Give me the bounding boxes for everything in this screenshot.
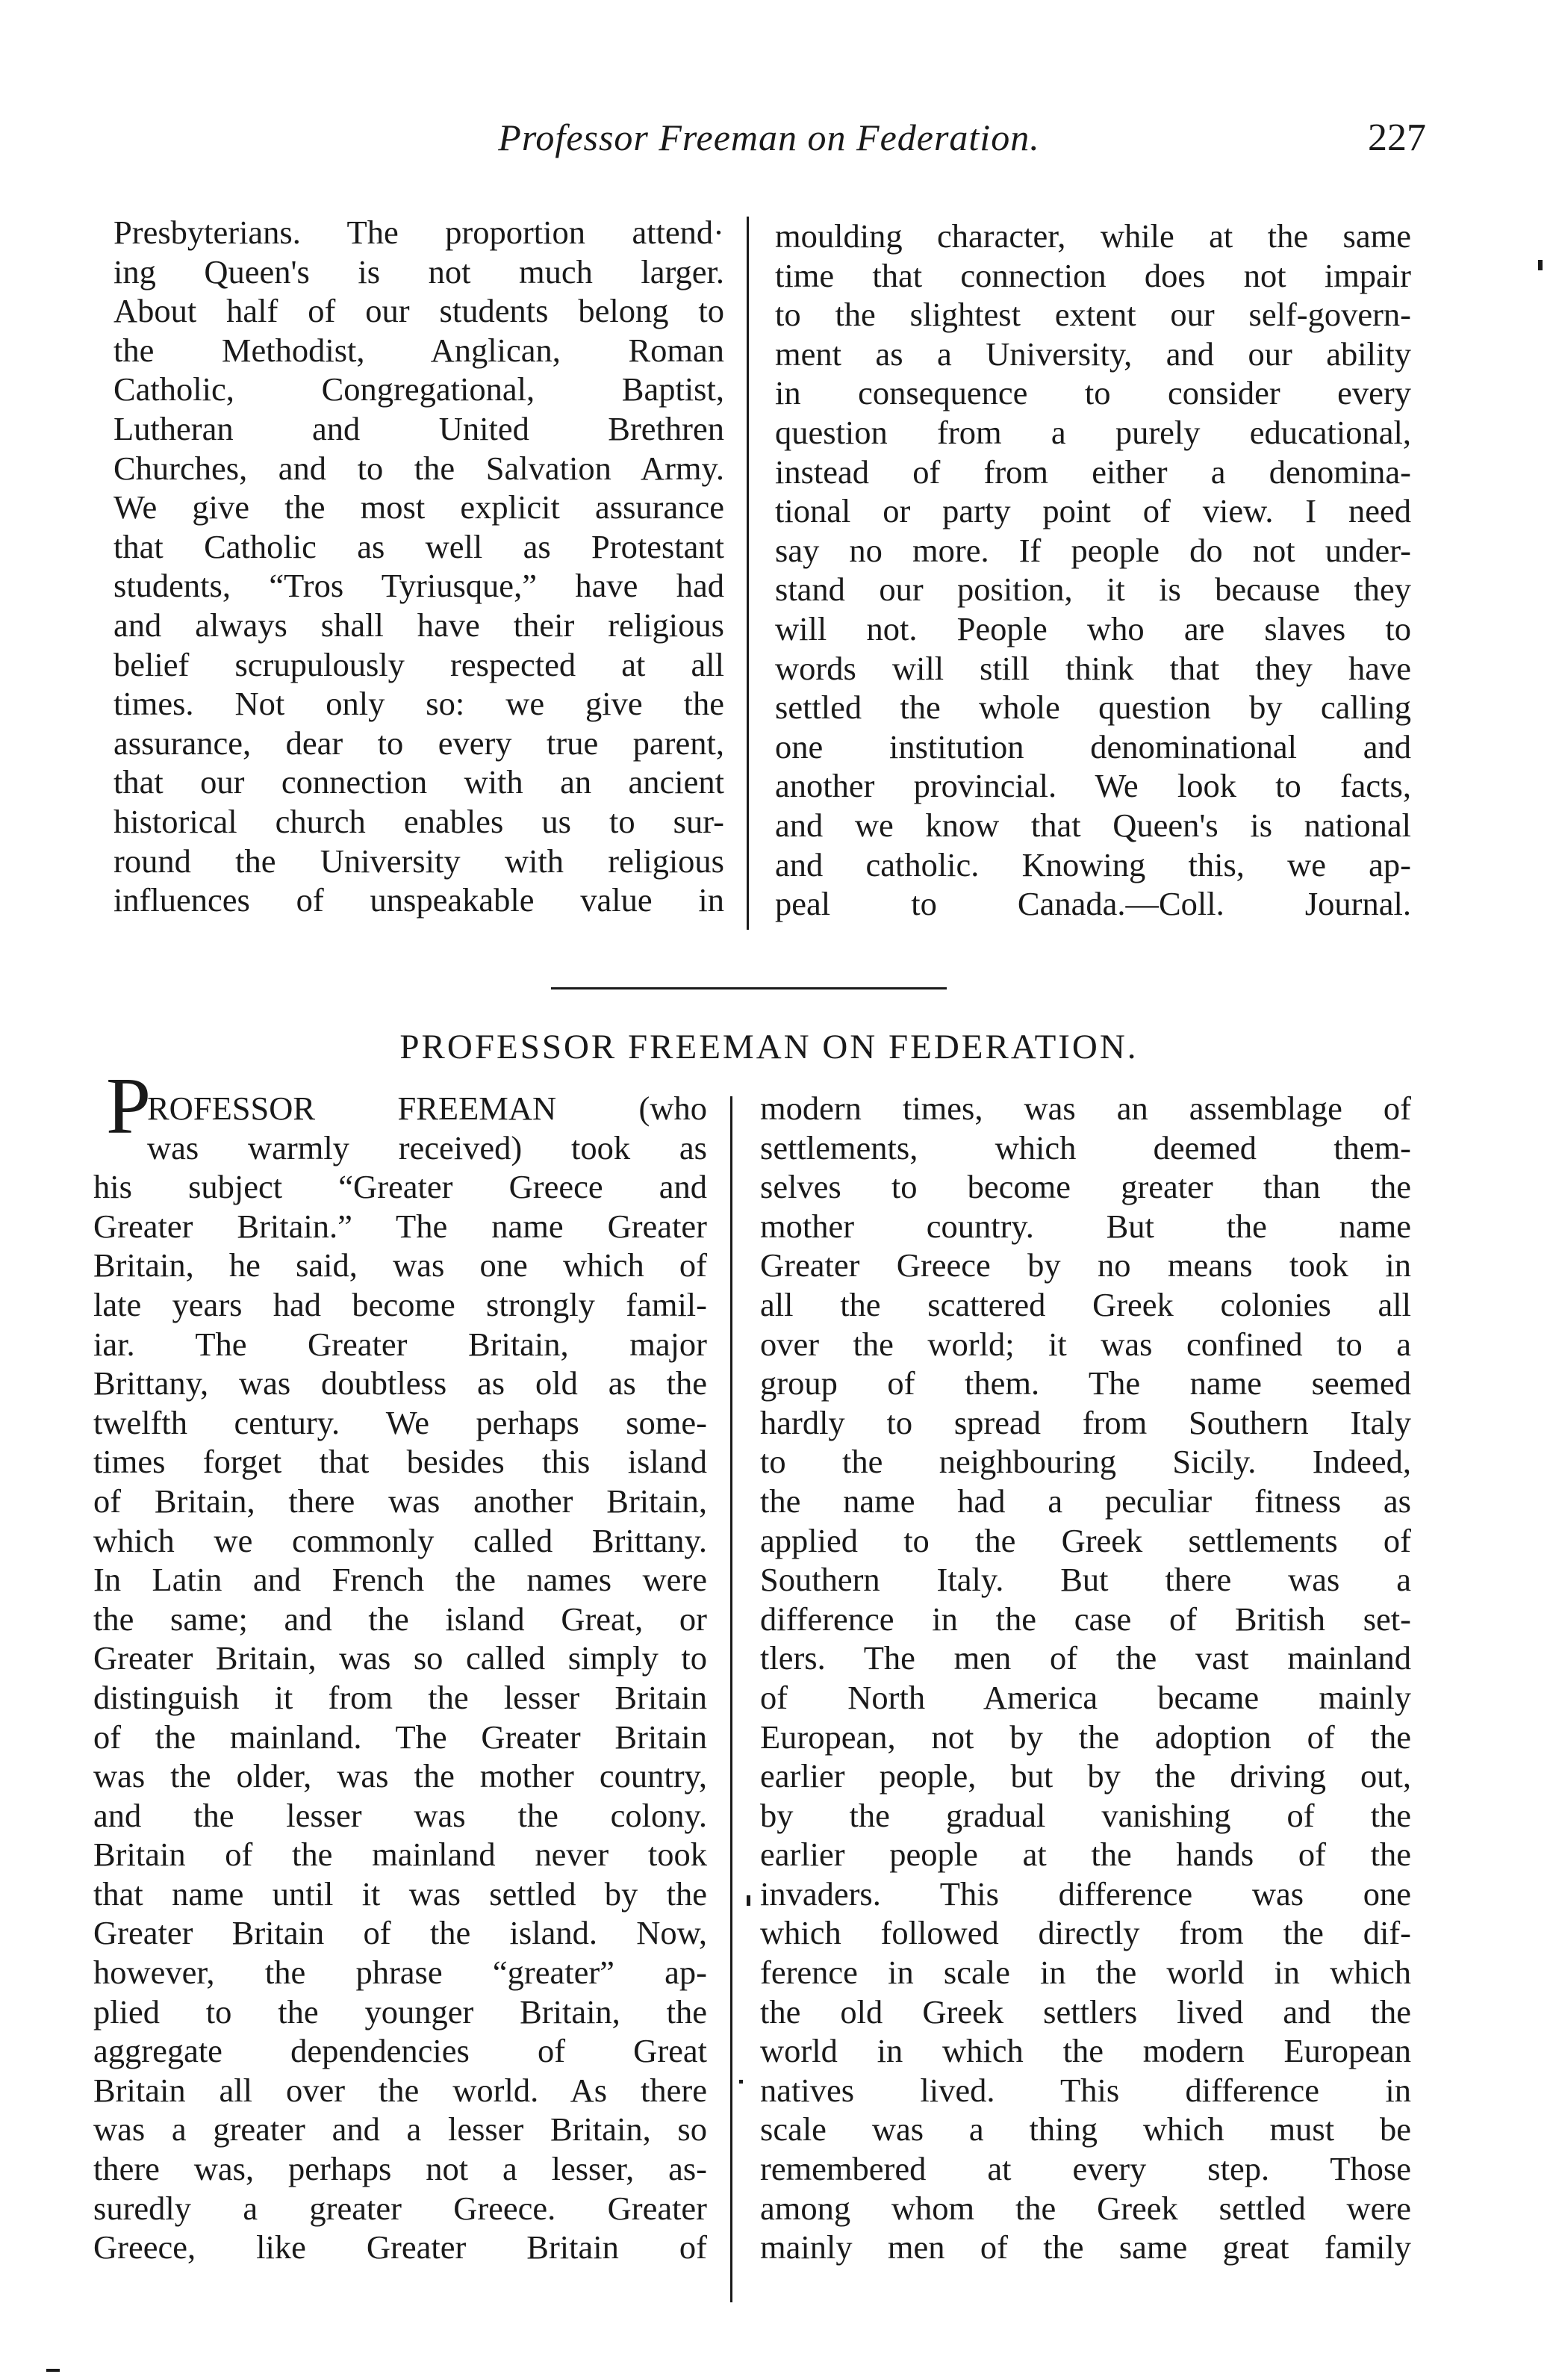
running-header xyxy=(112,112,1426,172)
text-line: of North America became mainly xyxy=(760,1678,1411,1716)
text-line: Southern Italy. But there was a xyxy=(760,1561,1411,1599)
margin-mark xyxy=(46,2369,60,2372)
text-line: remembered at every step. Those xyxy=(760,2150,1411,2188)
text-line: twelfth century. We perhaps some- xyxy=(93,1403,707,1441)
text-line: tional or party point of view. I need xyxy=(775,492,1411,530)
bottom-right-column xyxy=(760,1089,1411,2267)
running-title: Professor Freeman on Federation. xyxy=(498,116,1040,158)
text-line: mother country. But the name xyxy=(760,1207,1411,1245)
top-right-column xyxy=(775,217,1411,924)
text-line: time that connection does not impair xyxy=(775,256,1411,294)
margin-mark xyxy=(739,2080,743,2084)
text-line: settled the whole question by calling xyxy=(775,689,1411,727)
text-line: difference in the case of British set- xyxy=(760,1600,1411,1638)
text-line: in consequence to consider every xyxy=(775,374,1411,412)
text-line: another provincial. We look to facts, xyxy=(775,767,1411,805)
text-line: all the scattered Greek colonies all xyxy=(760,1285,1411,1323)
text-line: world in which the modern European xyxy=(760,2032,1411,2070)
text-line: Churches, and to the Salvation Army. xyxy=(113,449,724,487)
text-line: the name had a peculiar fitness as xyxy=(760,1482,1411,1520)
text-line: natives lived. This difference in xyxy=(760,2071,1411,2109)
text-line: influences of unspeakable value in xyxy=(113,881,724,919)
bottom-column-divider xyxy=(730,1096,732,2302)
text-line: Greater Greece by no means took in xyxy=(760,1246,1411,1284)
text-line: applied to the Greek settlements of xyxy=(760,1521,1411,1559)
text-line: to the slightest extent our self-govern- xyxy=(775,296,1411,334)
text-line: and always shall have their religious xyxy=(113,606,724,644)
text-line: Greece, like Greater Britain of xyxy=(93,2228,707,2266)
drop-cap: P xyxy=(106,1062,152,1151)
text-line: times. Not only so: we give the xyxy=(113,685,724,723)
text-line: Britain of the mainland never took xyxy=(93,1836,707,1874)
text-line: however, the phrase “greater” ap- xyxy=(93,1954,707,1992)
text-line: iar. The Greater Britain, major xyxy=(93,1325,707,1363)
section-heading: PROFESSOR FREEMAN ON FEDERATION. xyxy=(399,1028,1139,1066)
text-line: Brittany, was doubtless as old as the xyxy=(93,1364,707,1402)
text-line: earlier people at the hands of the xyxy=(760,1836,1411,1874)
text-line: distinguish it from the lesser Britain xyxy=(93,1678,707,1716)
text-line: Lutheran and United Brethren xyxy=(113,409,724,447)
text-line: instead of from either a denomina- xyxy=(775,453,1411,491)
text-line: late years had become strongly famil- xyxy=(93,1285,707,1323)
top-column-divider xyxy=(747,217,749,930)
text-line: the Methodist, Anglican, Roman xyxy=(113,331,724,369)
text-line: question from a purely educational, xyxy=(775,413,1411,451)
text-line: Catholic, Congregational, Baptist, xyxy=(113,370,724,408)
text-line: European, not by the adoption of the xyxy=(760,1718,1411,1756)
text-line: of the mainland. The Greater Britain xyxy=(93,1718,707,1756)
top-left-column xyxy=(113,213,724,920)
text-line: invaders. This difference was one xyxy=(760,1874,1411,1913)
text-line: to the neighbouring Sicily. Indeed, xyxy=(760,1443,1411,1481)
text-line: selves to become greater than the xyxy=(760,1168,1411,1206)
text-line: ROFESSOR FREEMAN (who xyxy=(147,1090,707,1127)
text-line: Greater Britain.” The name Greater xyxy=(93,1207,707,1245)
section-separator-rule xyxy=(551,987,947,989)
text-line: by the gradual vanishing of the xyxy=(760,1796,1411,1834)
text-line: aggregate dependencies of Great xyxy=(93,2032,707,2070)
text-line: plied to the younger Britain, the xyxy=(93,1992,707,2031)
text-line: hardly to spread from Southern Italy xyxy=(760,1403,1411,1441)
text-line: students, “Tros Tyriusque,” have had xyxy=(113,567,724,605)
text-line: was warmly received) took as xyxy=(147,1128,707,1166)
text-line: over the world; it was confined to a xyxy=(760,1325,1411,1363)
text-line: stand our position, it is because they xyxy=(775,571,1411,609)
text-line: ment as a University, and our ability xyxy=(775,335,1411,373)
text-line: belief scrupulously respected at all xyxy=(113,645,724,683)
text-line: ference in scale in the world in which xyxy=(760,1954,1411,1992)
text-line: suredly a greater Greece. Greater xyxy=(93,2189,707,2227)
text-line: that Catholic as well as Protestant xyxy=(113,527,724,565)
text-line: which followed directly from the dif- xyxy=(760,1914,1411,1952)
text-line: modern times, was an assemblage of xyxy=(760,1090,1411,1127)
text-line: that name until it was settled by the xyxy=(93,1874,707,1913)
text-line: the old Greek settlers lived and the xyxy=(760,1992,1411,2031)
text-line: scale was a thing which must be xyxy=(760,2110,1411,2148)
text-line: times forget that besides this island xyxy=(93,1443,707,1481)
text-line: tlers. The men of the vast mainland xyxy=(760,1639,1411,1677)
text-line: was a greater and a lesser Britain, so xyxy=(93,2110,707,2148)
text-line: one institution denominational and xyxy=(775,727,1411,765)
text-line: ing Queen's is not much larger. xyxy=(113,252,724,290)
text-line: assurance, dear to every true parent, xyxy=(113,724,724,762)
text-line: his subject “Greater Greece and xyxy=(93,1168,707,1206)
text-line: Greater Britain, was so called simply to xyxy=(93,1639,707,1677)
text-line: words will still think that they have xyxy=(775,649,1411,687)
page-number: 227 xyxy=(1368,116,1426,159)
text-line: and we know that Queen's is national xyxy=(775,806,1411,844)
text-line: We give the most explicit assurance xyxy=(113,488,724,526)
text-line: Britain all over the world. As there xyxy=(93,2071,707,2109)
text-line: Britain, he said, was one which of xyxy=(93,1246,707,1284)
text-line: About half of our students belong to xyxy=(113,292,724,330)
margin-mark xyxy=(1538,260,1543,270)
text-line: that our connection with an ancient xyxy=(113,763,724,801)
text-line: was the older, was the mother country, xyxy=(93,1757,707,1795)
text-line: which we commonly called Brittany. xyxy=(93,1521,707,1559)
text-line: round the University with religious xyxy=(113,842,724,880)
text-line: the same; and the island Great, or xyxy=(93,1600,707,1638)
text-line: moulding character, while at the same xyxy=(775,217,1411,255)
text-line: earlier people, but by the driving out, xyxy=(760,1757,1411,1795)
text-line: and catholic. Knowing this, we ap- xyxy=(775,845,1411,883)
text-line: historical church enables us to sur- xyxy=(113,802,724,840)
text-line: of Britain, there was another Britain, xyxy=(93,1482,707,1520)
text-line: group of them. The name seemed xyxy=(760,1364,1411,1402)
text-line: In Latin and French the names were xyxy=(93,1561,707,1599)
text-line: Presbyterians. The proportion attend· xyxy=(113,214,724,251)
margin-mark xyxy=(747,1895,750,1906)
text-line: settlements, which deemed them- xyxy=(760,1128,1411,1166)
text-line: Greater Britain of the island. Now, xyxy=(93,1914,707,1952)
text-line: say no more. If people do not under- xyxy=(775,531,1411,569)
text-line: mainly men of the same great family xyxy=(760,2228,1411,2266)
text-line: and the lesser was the colony. xyxy=(93,1796,707,1834)
text-line: peal to Canada.—Coll. Journal. xyxy=(775,885,1411,923)
text-line: there was, perhaps not a lesser, as- xyxy=(93,2150,707,2188)
text-line: will not. People who are slaves to xyxy=(775,609,1411,647)
bottom-left-column xyxy=(93,1089,707,2267)
text-line: among whom the Greek settled were xyxy=(760,2189,1411,2227)
